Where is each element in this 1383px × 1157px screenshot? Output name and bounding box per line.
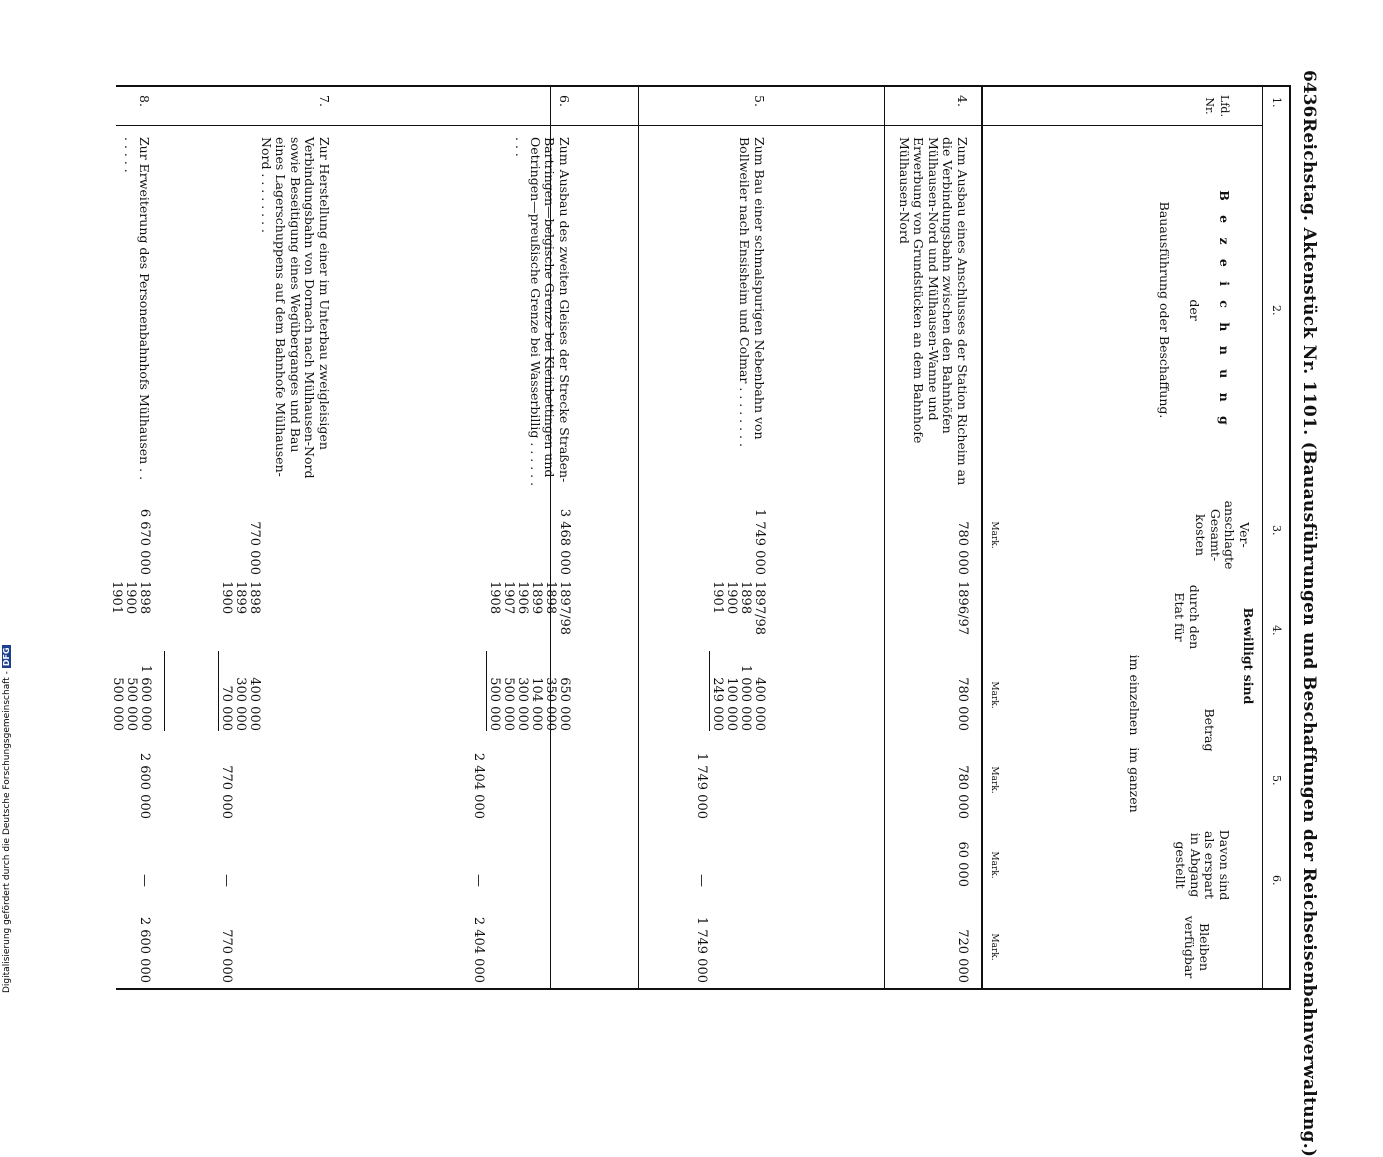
row-whole: 2 404 000 xyxy=(471,752,486,819)
column-number-3: 3. xyxy=(1270,525,1283,536)
row-year: 1896/97 xyxy=(955,581,970,636)
dfg-logo: DFG xyxy=(2,647,11,667)
table-top-rule xyxy=(1289,85,1291,990)
row-number: 5. xyxy=(752,95,767,107)
page-number: 6436 xyxy=(1299,70,1319,118)
row-year: 1908 xyxy=(487,581,502,615)
row-total-cost: 780 000 xyxy=(955,521,970,575)
row-year: 1900 xyxy=(123,581,138,615)
row-whole: 2 600 000 xyxy=(137,752,152,819)
page-title: Reichstag. Aktenstück Nr. 1101. (Bauausführungen und Beschaffungen der Reichseisenbahnverwaltung.) xyxy=(1299,118,1319,1157)
digitization-credit xyxy=(2,645,12,993)
header-betrag: Betrag xyxy=(1202,708,1217,752)
header-gesamtkosten: Ver-anschlagte Gesamt-kosten xyxy=(1193,500,1252,570)
row-year: 1899 xyxy=(233,581,248,615)
row-total-cost: 3 468 000 xyxy=(557,508,572,575)
row-whole: 1 749 000 xyxy=(694,752,709,819)
credit-text: Digitalisierung gefördert durch die Deutsche Forschungsgemeinschaft - xyxy=(2,671,12,993)
row-year: 1907 xyxy=(501,581,516,615)
row-saved: — xyxy=(137,874,152,887)
row-amount: 300 000 xyxy=(233,677,248,731)
row-amount: 400 000 xyxy=(247,677,262,731)
row-whole: 780 000 xyxy=(955,765,970,819)
header-bauausfuehrung: Bauausführung oder Beschaffung. xyxy=(1157,201,1172,419)
row-year: 1906 xyxy=(515,581,530,615)
row-total-cost: 1 749 000 xyxy=(752,508,767,575)
header-verfuegbar: Bleiben verfügbar xyxy=(1182,915,1212,979)
row-amounts xyxy=(110,651,165,731)
row-year: 1898 xyxy=(137,581,152,615)
row-amount: 350 000 xyxy=(543,677,558,731)
table-left-rule xyxy=(116,85,1291,87)
row-number: 6. xyxy=(557,95,572,107)
row-amount: 1 000 000 xyxy=(738,664,753,731)
row-total-cost: 770 000 xyxy=(247,521,262,575)
row-year: 1899 xyxy=(529,581,544,615)
row-year: 1901 xyxy=(109,581,124,615)
header-col3-unit: Mark. xyxy=(989,521,999,549)
header-bottom-rule xyxy=(981,85,983,990)
row-amount: 400 000 xyxy=(752,677,767,731)
row-years xyxy=(219,581,261,614)
row-description: Zum Bau einer schmalspurigen Nebenbahn von Bollweiler nach Ensisheim und Colmar . . . . . . . . xyxy=(737,137,767,447)
row-years xyxy=(710,581,766,635)
column-number-6: 6. xyxy=(1270,875,1283,886)
header-col4c-unit: Mark. xyxy=(989,766,999,794)
header-bezeichnung: B e z e i c h n u n g xyxy=(1217,190,1232,430)
row-description: Zur Herstellung einer im Unterbau zweigleisigen Verbindungsbahn von Dornach nach Mülhausen-Nord sowie Beseitigung eines Wegüberganges und Bau eines Lagerschuppens auf dem Bahnhofe Mülhausen-Nord . . . . . . . . xyxy=(259,137,332,479)
row-saved: 60 000 xyxy=(955,841,970,887)
row-available: 720 000 xyxy=(955,929,970,983)
row-available: 2 600 000 xyxy=(137,916,152,983)
row-total-cost: 6 670 000 xyxy=(137,508,152,575)
col2-col3-rule xyxy=(884,85,885,990)
row-saved: — xyxy=(694,874,709,887)
row-available: 770 000 xyxy=(219,929,234,983)
table-right-rule xyxy=(116,988,1291,990)
row-number: 8. xyxy=(137,95,152,107)
row-amount: 500 000 xyxy=(110,677,125,731)
row-description: Zum Ausbau des zweiten Gleises der Strecke Straßen-Bartringen—belgische Grenze bei Kleinbettingen und Oetringen—preußische Grenze bei Wasserbillig . . . . . . . . . xyxy=(513,137,572,487)
row-year: 1901 xyxy=(710,581,725,615)
row-number: 4. xyxy=(955,95,970,107)
budget-table xyxy=(109,85,1291,990)
row-year: 1898 xyxy=(543,581,558,615)
row-saved: — xyxy=(471,874,486,887)
row-year: 1900 xyxy=(219,581,234,615)
row-year: 1898 xyxy=(738,581,753,615)
header-col5-unit: Mark. xyxy=(989,851,999,879)
row-amount: 300 000 xyxy=(515,677,530,731)
column-number-5: 5. xyxy=(1270,775,1283,786)
row-saved: — xyxy=(219,874,234,887)
row-amount: 500 000 xyxy=(501,677,516,731)
header-im-ganzen: im ganzen xyxy=(1127,747,1142,813)
row-year: 1897/98 xyxy=(557,581,572,636)
row-year: 1900 xyxy=(724,581,739,615)
header-im-einzelnen: im einzelnen xyxy=(1127,654,1142,736)
row-amount: 100 000 xyxy=(724,677,739,731)
row-available: 1 749 000 xyxy=(694,916,709,983)
column-number-rule xyxy=(1262,85,1263,990)
row-amount: 650 000 xyxy=(557,677,572,731)
col4-col5-rule xyxy=(638,85,639,990)
row-amount: 500 000 xyxy=(124,677,139,731)
column-number-1: 1. xyxy=(1270,97,1283,108)
row-amount: 500 000 xyxy=(486,651,501,731)
row-year: 1898 xyxy=(247,581,262,615)
header-der: der xyxy=(1187,299,1202,321)
row-amount: 780 000 xyxy=(955,677,970,731)
row-available: 2 404 000 xyxy=(471,916,486,983)
row-years xyxy=(487,581,571,635)
header-durch-etat: durch den Etat für xyxy=(1172,584,1202,650)
column-number-2: 2. xyxy=(1270,305,1283,316)
row-number: 7. xyxy=(317,95,332,107)
header-lfd-nr: Lfd. Nr. xyxy=(1203,95,1231,117)
row-amount: 70 000 xyxy=(218,651,233,731)
row-amount: 104 000 xyxy=(529,677,544,731)
row-amount: 249 000 xyxy=(709,651,724,731)
row-description: Zum Ausbau eines Anschlusses der Station Richeim an die Verbindungsbahn zwischen den Bahnhöfen Mülhausen-Nord und Mülhausen-Wanne und Erwerbung von Grundstücken an dem Bahnhofe Mülhausen-Nord xyxy=(897,137,970,486)
row-whole: 770 000 xyxy=(219,765,234,819)
row-amount: 1 600 000 xyxy=(138,664,153,731)
row-description: Zur Erweiterung des Personenbahnhofs Mülhausen . . . . . . . xyxy=(122,137,152,481)
row-year: 1897/98 xyxy=(752,581,767,636)
header-bewilligt: Bewilligt sind xyxy=(1241,607,1256,705)
column-number-4: 4. xyxy=(1270,625,1283,636)
row-amounts xyxy=(709,651,766,731)
header-col4b-unit: Mark. xyxy=(989,681,999,709)
row-years xyxy=(109,581,151,614)
header-col6-unit: Mark. xyxy=(989,933,999,961)
header-erspart: Davon sind als erspart in Abgang gestellt xyxy=(1173,829,1232,901)
row-amounts xyxy=(218,651,261,731)
row-amounts xyxy=(486,651,571,731)
nr-column-rule xyxy=(116,125,1263,126)
